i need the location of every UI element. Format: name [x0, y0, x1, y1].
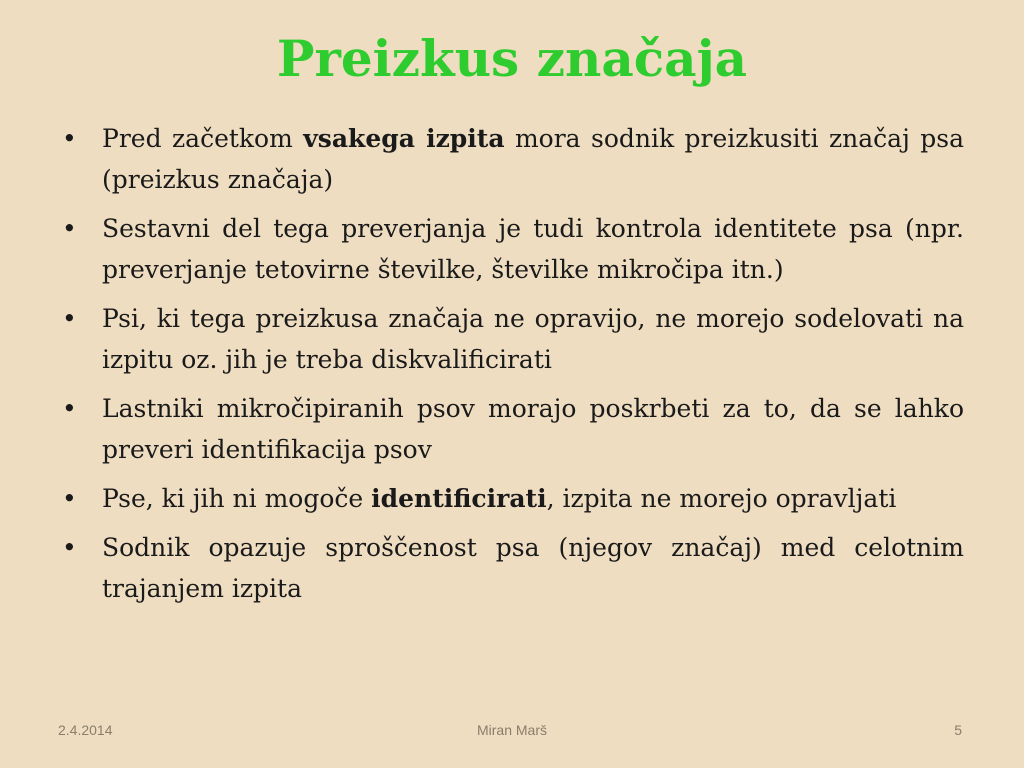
bullet-item [60, 208, 964, 290]
bullet-dot-icon: • [62, 484, 77, 513]
bullet-dot-icon: • [62, 304, 77, 333]
bullet-text: Pred začetkom [102, 124, 304, 153]
bullet-dot-icon: • [62, 394, 77, 423]
footer-date: 2.4.2014 [58, 722, 113, 738]
bullet-item [60, 388, 964, 470]
footer-author: Miran Marš [476, 722, 547, 738]
bullet-list [60, 118, 964, 617]
bullet-text-bold: identificirati [371, 484, 547, 513]
bullet-text: , izpita ne morejo opravljati [546, 484, 897, 513]
bullet-dot-icon: • [62, 533, 77, 562]
bullet-dot-icon: • [62, 124, 77, 153]
bullet-dot-icon: • [62, 214, 77, 243]
bullet-text-bold: vsakega izpita [303, 124, 505, 153]
bullet-item [60, 478, 964, 519]
bullet-text: Psi, ki tega preizkusa značaja ne opravijo, ne morejo sodelovati na izpitu oz. jih je treba diskvalificirati [102, 304, 964, 374]
bullet-text: Sodnik opazuje sproščenost psa (njegov značaj) med celotnim trajanjem izpita [102, 533, 964, 603]
bullet-text: Lastniki mikročipiranih psov morajo poskrbeti za to, da se lahko preveri identifikacija psov [102, 394, 964, 464]
bullet-text: mora sodnik preizkusiti značaj psa (preizkus značaja) [102, 124, 964, 194]
bullet-text: Pse, ki jih ni mogoče [102, 484, 372, 513]
bullet-item [60, 118, 964, 200]
bullet-text: Sestavni del tega preverjanja je tudi kontrola identitete psa (npr. preverjanje tetovirne številke, številke mikročipa itn.) [102, 214, 964, 284]
slide-title: Preizkus značaja [276, 29, 748, 88]
bullet-item [60, 527, 964, 609]
footer-page-number: 5 [954, 722, 962, 738]
bullet-item [60, 298, 964, 380]
